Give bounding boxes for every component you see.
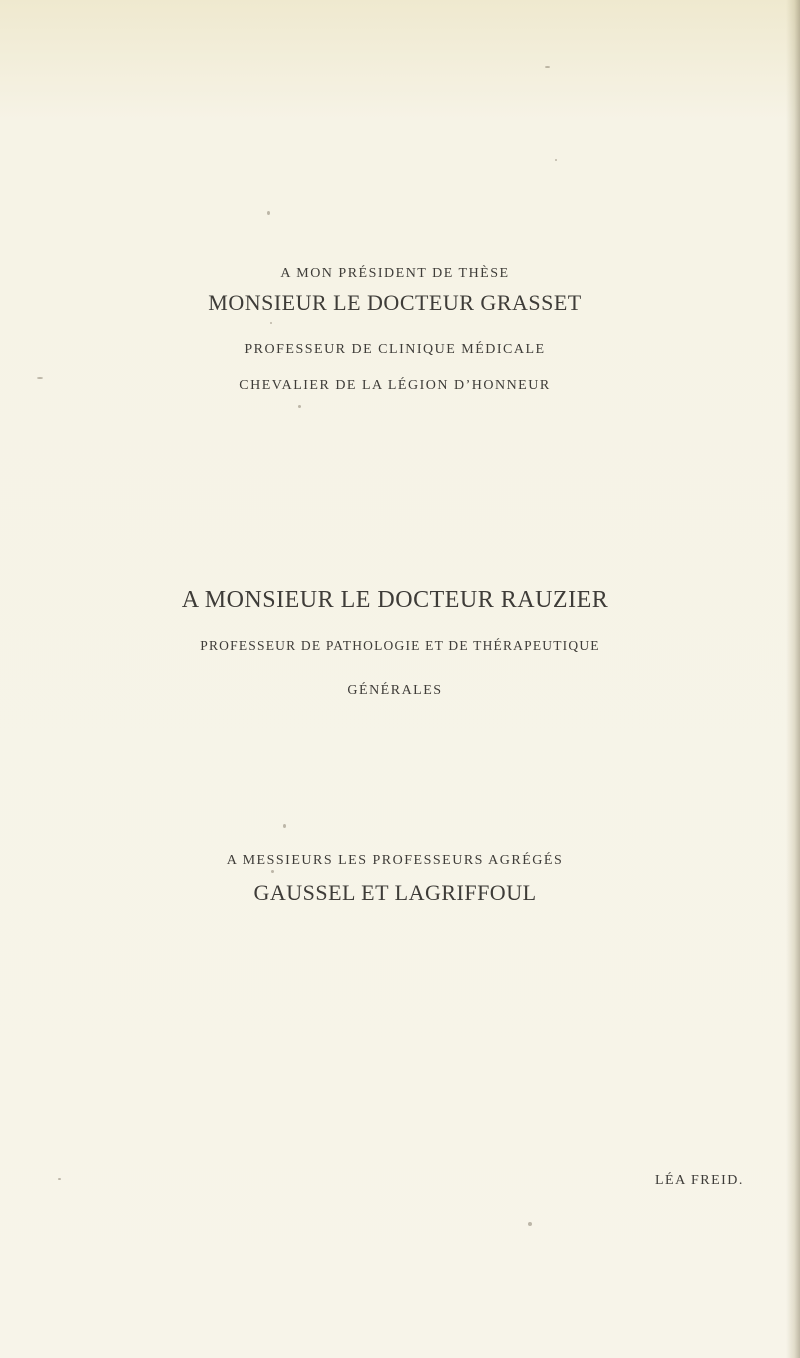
paper-speck [555, 159, 557, 161]
paper-speck [270, 322, 272, 324]
paper-speck [283, 824, 286, 828]
paper-speck [58, 1178, 61, 1180]
dedication-rauzier-title-cont: GÉNÉRALES [347, 683, 443, 698]
dedication-grasset-name: MONSIEUR LE DOCTEUR GRASSET [208, 290, 582, 315]
paper-speck [528, 1222, 532, 1226]
dedication-rauzier-name: A MONSIEUR LE DOCTEUR RAUZIER [181, 587, 609, 613]
paper-speck [545, 66, 550, 68]
author-signature: LÉA FREID. [655, 1173, 744, 1188]
dedication-president-line: A MON PRÉSIDENT DE THÈSE [280, 266, 510, 281]
dedication-rauzier-title: PROFESSEUR DE PATHOLOGIE ET DE THÉRAPEUTIQUE [200, 638, 600, 653]
dedication-grasset-honor: CHEVALIER DE LA LÉGION D’HONNEUR [239, 378, 551, 393]
paper-speck [267, 211, 270, 215]
dedication-agreges-line: A MESSIEURS LES PROFESSEURS AGRÉGÉS [226, 853, 564, 868]
page-edge-shadow [786, 0, 800, 1358]
paper-speck [298, 405, 301, 408]
paper-speck [271, 870, 274, 873]
paper-speck [37, 377, 43, 379]
dedication-grasset-title: PROFESSEUR DE CLINIQUE MÉDICALE [244, 342, 546, 357]
dedication-agreges-names: GAUSSEL ET LAGRIFFOUL [253, 880, 537, 905]
